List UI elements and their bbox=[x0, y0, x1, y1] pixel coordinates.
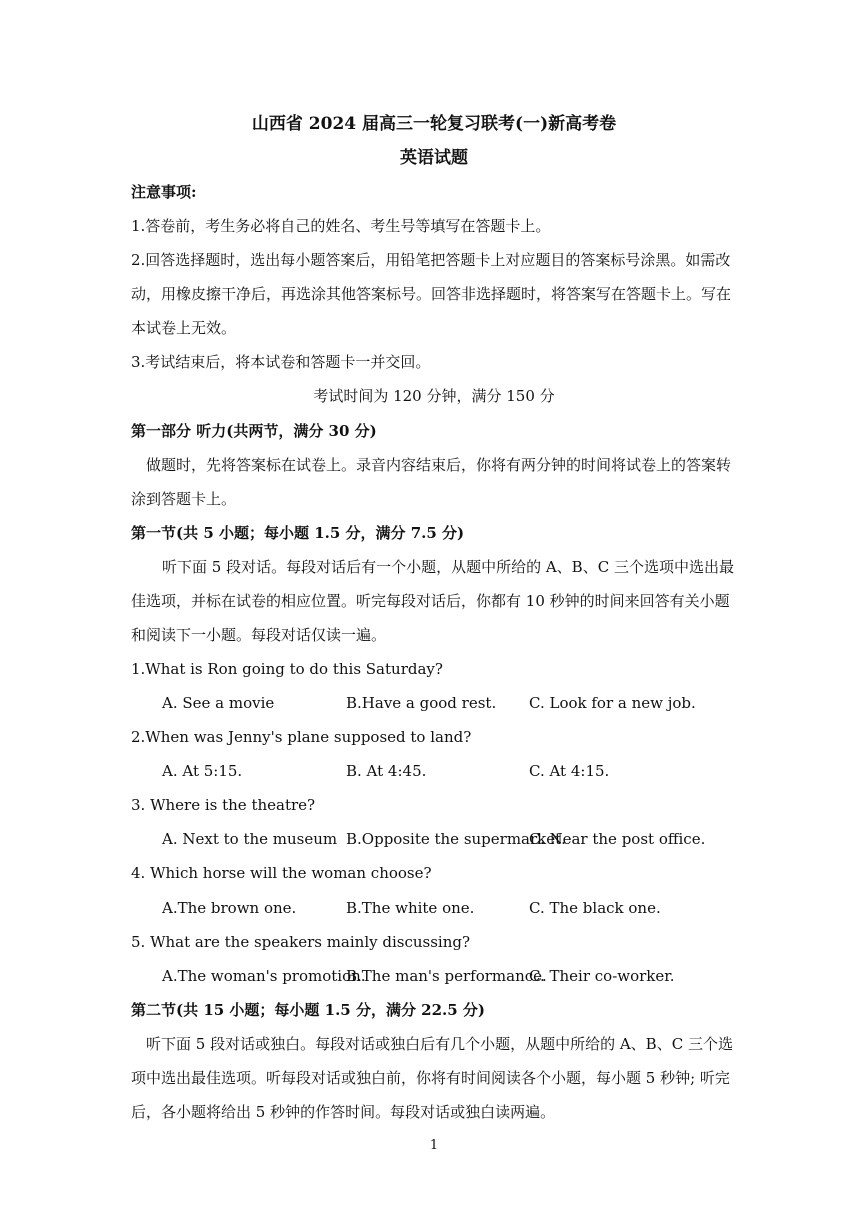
section1-heading: 第一节(共 5 小题；每小题 1.5 分，满分 7.5 分) bbox=[131, 524, 465, 542]
question-1: 1.What is Ron going to do this Saturday? bbox=[131, 660, 443, 678]
section1-intro-line-3: 和阅读下一小题。每段对话仅读一遍。 bbox=[131, 626, 387, 644]
question-4-option-c: C. The black one. bbox=[529, 899, 661, 917]
question-2: 2.When was Jenny's plane supposed to land? bbox=[131, 728, 472, 746]
question-5-option-c: C. Their co-worker. bbox=[529, 967, 675, 985]
section2-intro-line-3: 后，各小题将给出 5 秒钟的作答时间。每段对话或独白读两遍。 bbox=[131, 1103, 556, 1121]
question-3: 3. Where is the theatre? bbox=[131, 796, 316, 814]
page-number: 1 bbox=[429, 1138, 439, 1153]
question-3-option-c: C. Near the post office. bbox=[529, 830, 706, 848]
question-2-option-a: A. At 5:15. bbox=[162, 762, 243, 780]
part1-intro-line-2: 涂到答题卡上。 bbox=[131, 490, 237, 508]
section2-heading: 第二节(共 15 小题；每小题 1.5 分，满分 22.5 分) bbox=[131, 1001, 486, 1019]
question-3-option-b: B.Opposite the supermarket. bbox=[346, 830, 566, 848]
exam-title: 山西省 2024 届高三一轮复习联考(一)新高考卷 bbox=[251, 114, 617, 134]
question-2-option-b: B. At 4:45. bbox=[346, 762, 427, 780]
section2-intro-line-1: 听下面 5 段对话或独白。每段对话或独白后有几个小题，从题中所给的 A、B、C 三个选 bbox=[146, 1035, 733, 1053]
exam-time-info: 考试时间为 120 分钟，满分 150 分 bbox=[313, 387, 555, 405]
notice-item-2-line-2: 动，用橡皮擦干净后，再选涂其他答案标号。回答非选择题时，将答案写在答题卡上。写在 bbox=[131, 285, 732, 303]
section2-intro-line-2: 项中选出最佳选项。听每段对话或独白前，你将有时间阅读各个小题，每小题 5 秒钟; 听完 bbox=[131, 1069, 730, 1087]
part1-heading: 第一部分 听力(共两节，满分 30 分) bbox=[131, 422, 377, 440]
question-4-option-b: B.The white one. bbox=[346, 899, 475, 917]
question-1-option-b: B.Have a good rest. bbox=[346, 694, 497, 712]
notice-item-1: 1.答卷前，考生务必将自己的姓名、考生号等填写在答题卡上。 bbox=[131, 217, 551, 235]
question-5-option-a: A.The woman's promotion. bbox=[162, 967, 366, 985]
notice-item-2-line-1: 2.回答选择题时，选出每小题答案后，用铅笔把答题卡上对应题目的答案标号涂黑。如需改 bbox=[131, 251, 731, 269]
question-1-option-c: C. Look for a new job. bbox=[529, 694, 696, 712]
notice-item-3: 3.考试结束后，将本试卷和答题卡一并交回。 bbox=[131, 353, 431, 371]
section1-intro-line-2: 佳选项，并标在试卷的相应位置。听完每段对话后，你都有 10 秒钟的时间来回答有关小题 bbox=[131, 592, 730, 610]
section1-intro-line-1: 听下面 5 段对话。每段对话后有一个小题，从题中所给的 A、B、C 三个选项中选出最 bbox=[162, 558, 734, 576]
question-3-option-a: A. Next to the museum bbox=[162, 830, 338, 848]
question-1-option-a: A. See a movie bbox=[162, 694, 275, 712]
part1-intro-line-1: 做题时，先将答案标在试卷上。录音内容结束后，你将有两分钟的时间将试卷上的答案转 bbox=[146, 456, 732, 474]
question-2-option-c: C. At 4:15. bbox=[529, 762, 610, 780]
question-4-option-a: A.The brown one. bbox=[162, 899, 297, 917]
exam-subject: 英语试题 bbox=[400, 148, 468, 168]
notice-heading: 注意事项: bbox=[131, 183, 197, 201]
question-5-option-b: B.The man's performance. bbox=[346, 967, 547, 985]
question-5: 5. What are the speakers mainly discussing? bbox=[131, 933, 471, 951]
notice-item-2-line-3: 本试卷上无效。 bbox=[131, 319, 237, 337]
question-4: 4. Which horse will the woman choose? bbox=[131, 864, 432, 882]
